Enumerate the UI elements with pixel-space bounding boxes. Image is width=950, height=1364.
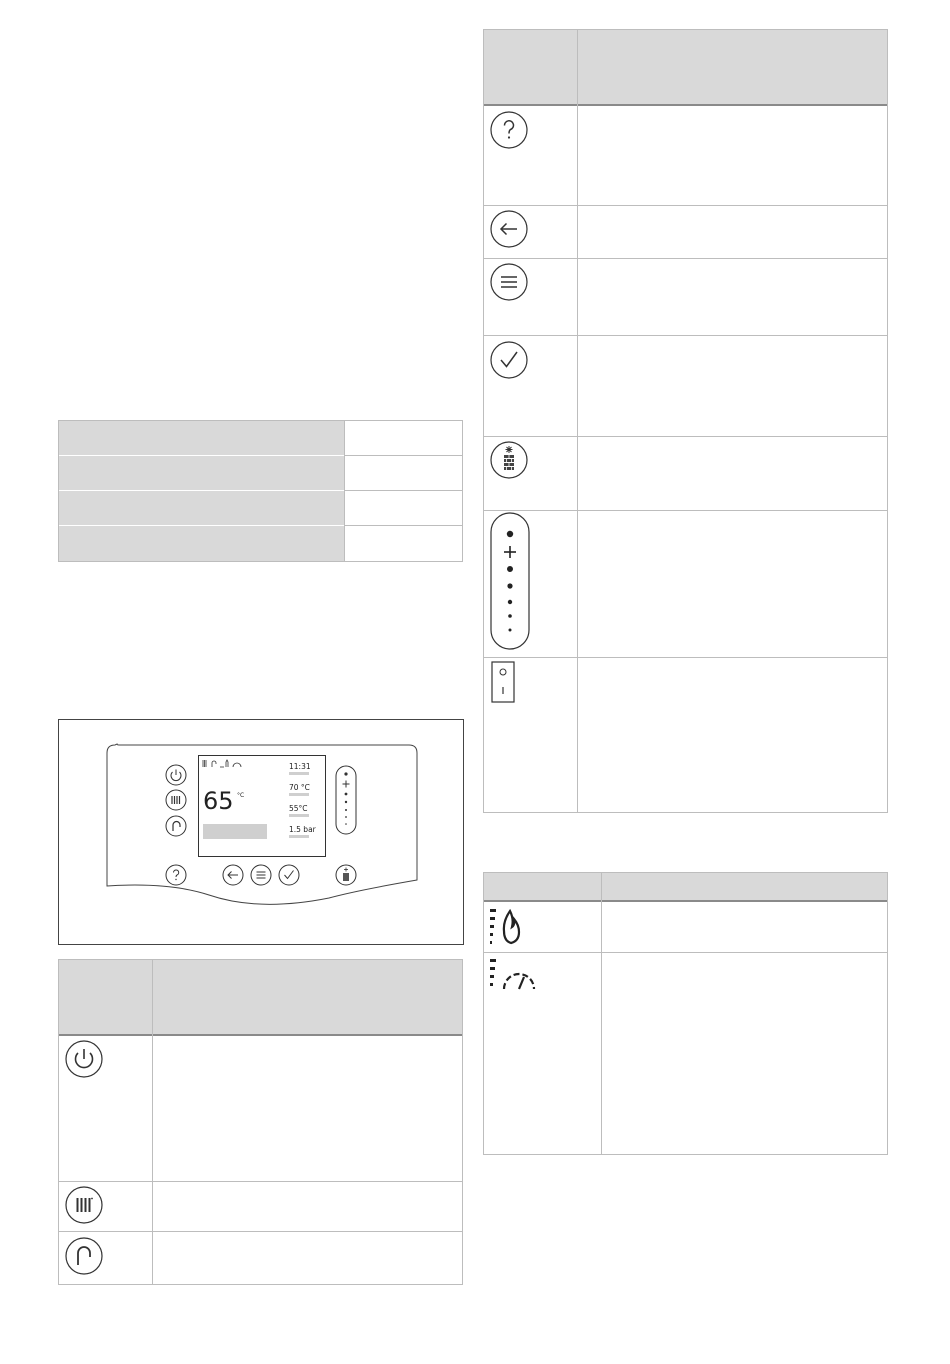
lcd-line [289, 835, 309, 838]
table-row-line [484, 657, 887, 658]
spec-row [59, 526, 344, 561]
spec-table [58, 420, 463, 562]
column-divider [577, 30, 578, 812]
lcd-pressure: 1.5 bar [289, 825, 316, 834]
lcd-time: 11:31 [289, 762, 311, 771]
pump-speed-gauge-icon [490, 957, 538, 993]
spec-row [59, 421, 344, 455]
menu-icon [490, 263, 528, 301]
lcd-line [289, 814, 309, 817]
main-switch-icon [491, 661, 515, 703]
lcd-gray-bar [203, 824, 267, 839]
power-icon [65, 1040, 103, 1078]
button-table-right [483, 29, 888, 813]
spec-row [59, 456, 344, 490]
column-divider [152, 960, 153, 1284]
table-row-line [484, 335, 887, 336]
spec-divider [344, 421, 345, 561]
confirm-check-icon[interactable] [278, 864, 300, 886]
question-icon [490, 111, 528, 149]
table-row-line [484, 258, 887, 259]
burner-flame-level-icon [490, 907, 522, 947]
confirm-check-icon [490, 341, 528, 379]
table-row-line [484, 205, 887, 206]
radiator-heating-icon[interactable] [165, 789, 187, 811]
spec-line [345, 525, 462, 526]
back-arrow-icon[interactable] [222, 864, 244, 886]
spec-line [345, 455, 462, 456]
question-icon[interactable] [165, 864, 187, 886]
lcd-status-icons [202, 759, 246, 768]
lcd-line [289, 793, 309, 796]
table-row-line [484, 436, 887, 437]
lcd-line [289, 772, 309, 775]
column-divider [601, 873, 602, 1154]
back-arrow-icon [490, 210, 528, 248]
table-row-line [484, 510, 887, 511]
table-header [484, 873, 887, 902]
level-slider-icon[interactable] [335, 765, 357, 835]
chimney-sweep-icon [490, 441, 528, 479]
radiator-heating-icon [65, 1186, 103, 1224]
table-row-line [59, 1231, 462, 1232]
menu-icon[interactable] [250, 864, 272, 886]
chimney-sweep-icon[interactable] [335, 864, 357, 886]
lcd-temperature-unit: °C [237, 792, 245, 799]
lcd-setpoint-1: 70 °C [289, 783, 310, 792]
table-row-line [484, 952, 887, 953]
button-table-left [58, 959, 463, 1285]
spec-line [345, 490, 462, 491]
table-header [484, 30, 887, 106]
hot-water-tap-icon[interactable] [165, 815, 187, 837]
level-slider-icon [490, 512, 530, 650]
control-panel-figure [58, 719, 464, 945]
symbol-table [483, 872, 888, 1155]
table-header [59, 960, 462, 1036]
table-row-line [59, 1181, 462, 1182]
spec-row [59, 491, 344, 525]
lcd-display [198, 755, 326, 857]
lcd-temperature: 65 [203, 787, 234, 815]
power-icon[interactable] [165, 764, 187, 786]
lcd-setpoint-2: 55°C [289, 804, 308, 813]
hot-water-tap-icon [65, 1237, 103, 1275]
